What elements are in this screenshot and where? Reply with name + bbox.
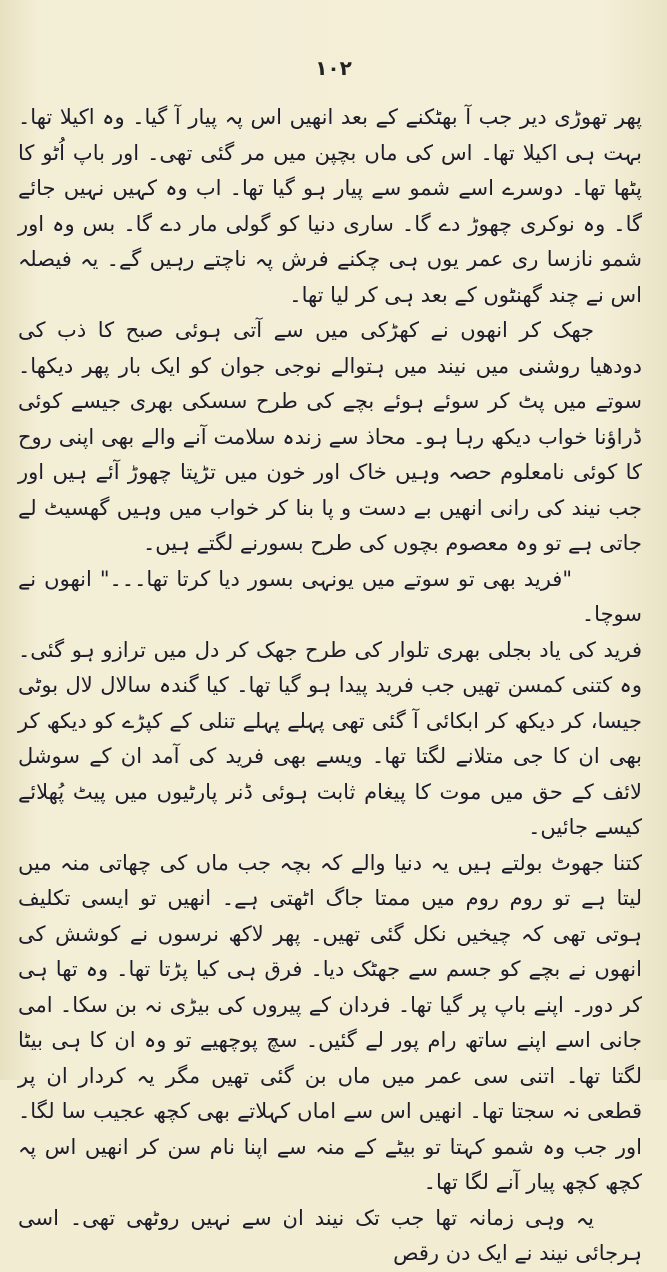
page-body-text <box>18 100 642 1272</box>
paragraph-4: فرید کی یاد بجلی بھری تلوار کی طرح جھک کر دل میں ترازو ہو گئی۔ وہ کتنی کمسن تھیں جب فرید پیدا ہو گیا تھا۔ کیا گندہ سالال لال بوٹی جیسا، کر دیکھ کر ابکائی آ گئی تھی پہلے پہلے تنلی کے کپڑے کو دیکھ کر بھی ان کا جی متلانے لگتا تھا۔ ویسے بھی فرید کی آمد ان کے سوشل لائف کے حق میں موت کا پیغام ثابت ہوئی ڈنر پارٹیوں میں پیٹ پُھلائے کیسے جائیں۔ <box>18 637 642 839</box>
page-number: ۱۰۲ <box>315 56 352 80</box>
paragraph-5: کتنا جھوٹ بولتے ہیں یہ دنیا والے کہ بچہ جب ماں کی چھاتی منہ میں لیتا ہے تو روم روم میں ممتا جاگ اٹھتی ہے۔ انھیں تو ایسی تکلیف ہوتی تھی کہ چیخیں نکل گئی تھیں۔ پھر لاکھ نرسوں نے کوشش کی انھوں نے بچے کو جسم سے جھٹک دیا۔ فرق ہی کیا پڑتا تھا۔ وہ تھا ہی کر دور۔ اپنے باپ پر گیا تھا۔ فردان کے پیروں کی بیڑی نہ بن سکا۔ امی جانی اسے اپنے ساتھ رام پور لے گئیں۔ سچ پوچھیے تو وہ ان کا ہی بیٹا لگتا تھا۔ اتنی سی عمر میں ماں بن گئی تھیں مگر یہ کردار ان پر قطعی نہ سجتا تھا۔ انھیں اس سے اماں کہلاتے بھی کچھ عجیب سا لگا۔ اور جب وہ شمو کہتا تو بیٹے کے منہ سے اپنا نام سن کر انھیں اس پہ کچھ کچھ پیار آنے لگا تھا۔ <box>18 850 642 1194</box>
paragraph-1: پھر تھوڑی دیر جب آ بھٹکنے کے بعد انھیں اس پہ پیار آ گیا۔ وہ اکیلا تھا۔ بہت ہی اکیلا تھا۔ اس کی ماں بچپن میں مر گئی تھی۔ اور باپ اُٹو کا پٹھا تھا۔ دوسرے اسے شمو سے پیار ہو گیا تھا۔ اب وہ کہیں نہیں جائے گا۔ وہ نوکری چھوڑ دے گا۔ ساری دنیا کو گولی مار دے گا۔ بس وہ اور شمو نازسا ری عمر یوں ہی چکنے فرش پہ ناچتے رہیں گے۔ یہ فیصلہ اس نے چند گھنٹوں کے بعد ہی کر لیا تھا۔ <box>18 105 642 307</box>
paragraph-2: جھک کر انھوں نے کھڑکی میں سے آتی ہوئی صبح کا ذب کی دودھیا روشنی میں نیند میں ہتوالے نوجی جوان کو ایک بار پھر دیکھا۔ سوتے میں پٹ کر سوئے ہوئے بچے کی طرح سسکی بھری جیسے کوئی ڈراؤنا خواب دیکھ رہا ہو۔ محاذ سے زندہ سلامت آنے والے بھی اپنی روح کا کوئی نامعلوم حصہ وہیں خاک اور خون میں تڑپتا چھوڑ آئے ہیں اور جب نیند کی رانی انھیں بے دست و پا بنا کر خواب میں وہیں گھسیٹ لے جاتی ہے تو وہ معصوم بچوں کی طرح بسورنے لگتے ہیں۔ <box>18 318 642 555</box>
paragraph-3-quote: "فرید بھی تو سوتے میں یونہی بسور دیا کرتا تھا۔۔۔" انھوں نے سوچا۔ <box>18 566 642 626</box>
paragraph-6: یہ وہی زمانہ تھا جب تک نیند ان سے نہیں روٹھی تھی۔ اسی ہرجائی نیند نے ایک دن رقص <box>18 1205 642 1265</box>
